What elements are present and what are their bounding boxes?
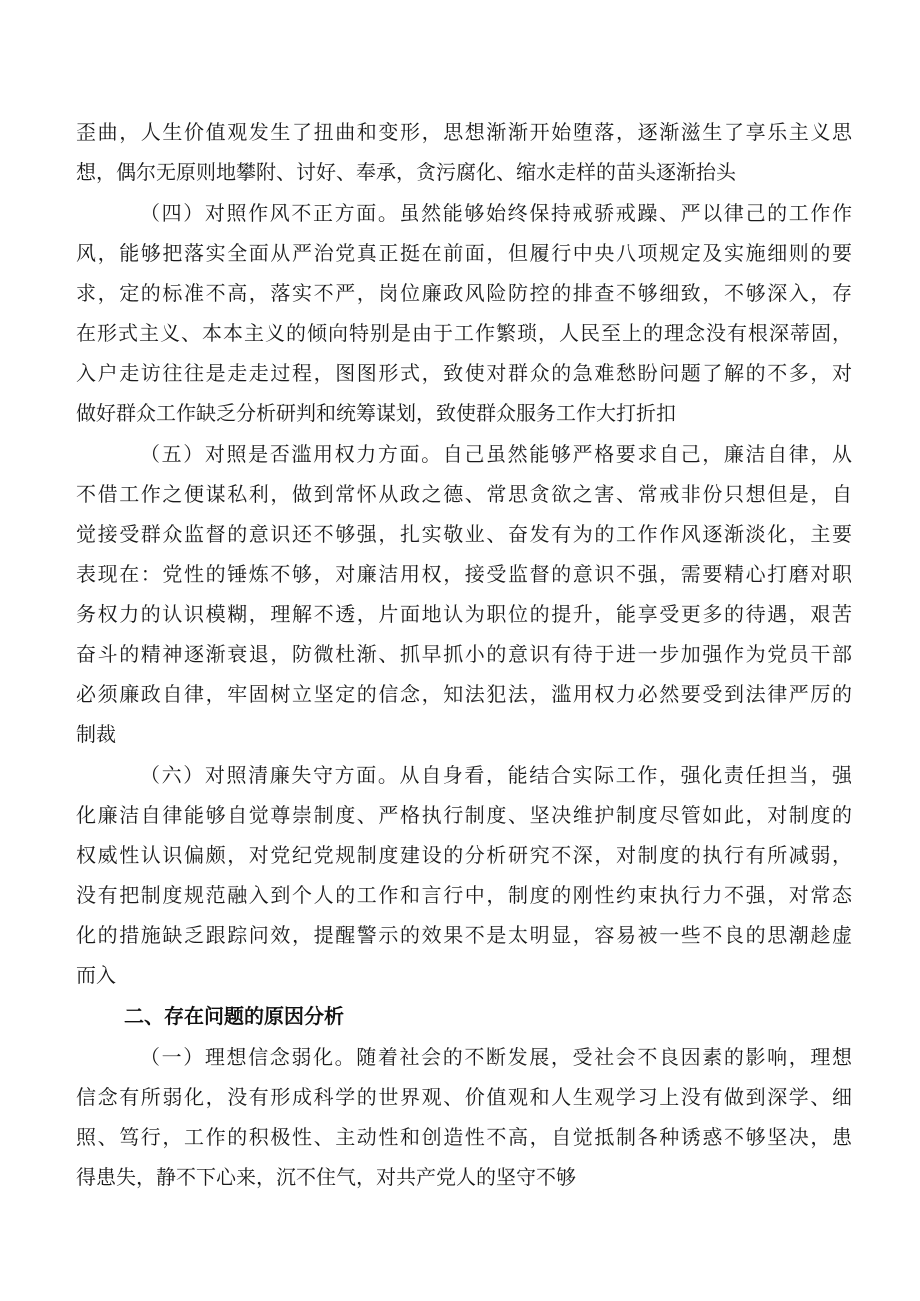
paragraph-line: 歪曲，人生价值观发生了扭曲和变形，思想渐渐开始堕落，逐渐滋生了享乐主义思 bbox=[76, 120, 852, 144]
paragraph-line: （四）对照作风不正方面。虽然能够始终保持戒骄戒躁、严以律己的工作作 bbox=[140, 201, 852, 225]
paragraph-line: 而入 bbox=[76, 963, 116, 987]
paragraph-line: 没有把制度规范融入到个人的工作和言行中，制度的刚性约束执行力不强，对常态 bbox=[76, 883, 852, 907]
paragraph-line: 权威性认识偏颇，对党纪党规制度建设的分析研究不深，对制度的执行有所减弱， bbox=[76, 843, 852, 867]
paragraph-line: 得患失，静不下心来，沉不住气，对共产党人的坚守不够 bbox=[76, 1165, 576, 1189]
paragraph-line: 想，偶尔无原则地攀附、讨好、奉承，贪污腐化、缩水走样的苗头逐渐抬头 bbox=[76, 160, 736, 184]
section-heading: 二、存在问题的原因分析 bbox=[124, 1004, 344, 1028]
paragraph-line: 觉接受群众监督的意识还不够强，扎实敬业、奋发有为的工作作风逐渐淡化，主要 bbox=[76, 522, 852, 546]
paragraph-line: （五）对照是否滥用权力方面。自己虽然能够严格要求自己，廉洁自律，从 bbox=[140, 442, 852, 466]
paragraph-line: 在形式主义、本本主义的倾向特别是由于工作繁琐，人民至上的理念没有根深蒂固， bbox=[76, 321, 852, 345]
paragraph-line: 信念有所弱化，没有形成科学的世界观、价值观和人生观学习上没有做到深学、细 bbox=[76, 1085, 852, 1109]
paragraph-line: 制裁 bbox=[76, 722, 116, 746]
paragraph-line: 必须廉政自律，牢固树立坚定的信念，知法犯法，滥用权力必然要受到法律严厉的 bbox=[76, 682, 852, 706]
paragraph-line: 化的措施缺乏跟踪问效，提醒警示的效果不是太明显，容易被一些不良的思潮趁虚 bbox=[76, 923, 852, 947]
paragraph-line: 化廉洁自律能够自觉尊崇制度、严格执行制度、坚决维护制度尽管如此，对制度的 bbox=[76, 803, 852, 827]
paragraph-line: （一）理想信念弱化。随着社会的不断发展，受社会不良因素的影响，理想 bbox=[140, 1045, 852, 1069]
paragraph-line: 求，定的标准不高，落实不严，岗位廉政风险防控的排查不够细致，不够深入，存 bbox=[76, 281, 852, 305]
paragraph-line: 不借工作之便谋私利，做到常怀从政之德、常思贪欲之害、常戒非份只想但是，自 bbox=[76, 482, 852, 506]
paragraph-line: 风，能够把落实全面从严治党真正挺在前面，但履行中央八项规定及实施细则的要 bbox=[76, 241, 852, 265]
paragraph-line: 做好群众工作缺乏分析研判和统筹谋划，致使群众服务工作大打折扣 bbox=[76, 401, 676, 425]
paragraph-line: 入户走访往往是走走过程，图图形式，致使对群众的急难愁盼问题了解的不多，对 bbox=[76, 361, 852, 385]
paragraph-line: 照、笃行，工作的积极性、主动性和创造性不高，自觉抵制各种诱惑不够坚决，患 bbox=[76, 1125, 852, 1149]
paragraph-line: 奋斗的精神逐渐衰退，防微杜渐、抓早抓小的意识有待于进一步加强作为党员干部 bbox=[76, 642, 852, 666]
paragraph-line: （六）对照清廉失守方面。从自身看，能结合实际工作，强化责任担当，强 bbox=[140, 763, 852, 787]
paragraph-line: 务权力的认识模糊，理解不透，片面地认为职位的提升，能享受更多的待遇，艰苦 bbox=[76, 602, 852, 626]
paragraph-line: 表现在：党性的锤炼不够，对廉洁用权，接受监督的意识不强，需要精心打磨对职 bbox=[76, 562, 852, 586]
